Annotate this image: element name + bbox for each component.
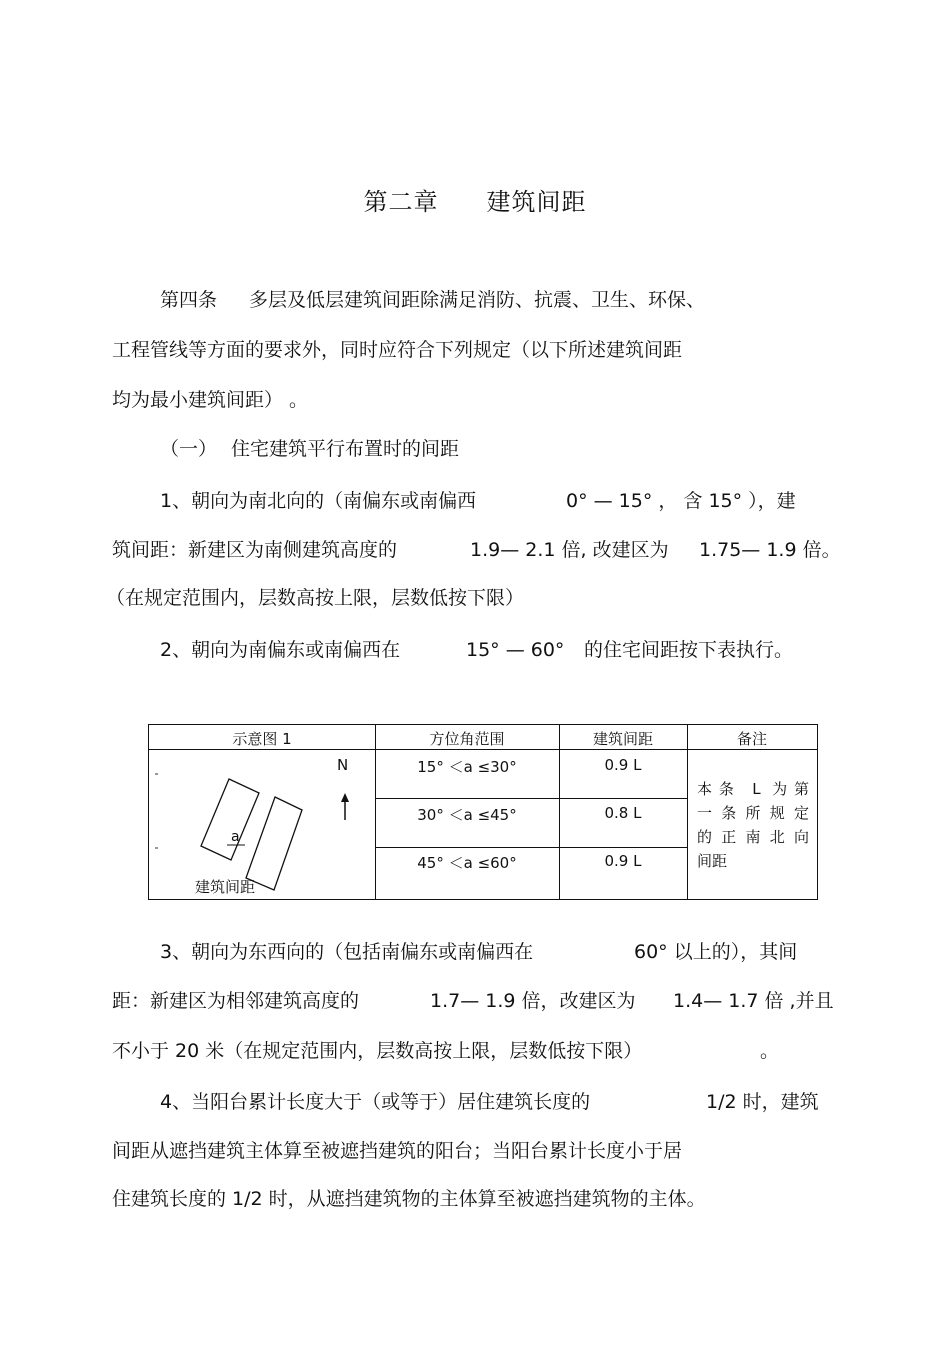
note-line-2: 一条所规定 xyxy=(697,804,809,822)
north-label: N xyxy=(337,756,349,774)
row2-range: 30° ＜a ≤45° xyxy=(417,806,517,824)
header-note: 备注 xyxy=(736,730,767,748)
note-cell xyxy=(697,777,809,873)
item4-line2: 间距从遮挡建筑主体算至被遮挡建筑的阳台；当阳台累计长度小于居 xyxy=(112,1140,683,1162)
item3-line2b: 1.7— 1.9 倍，改建区为 xyxy=(430,990,636,1012)
article4-line1: 第四条 多层及低层建筑间距除满足消防、抗震、卫生、环保、 xyxy=(160,289,706,311)
chapter-title xyxy=(0,182,950,217)
item2-text-a: 2、朝向为南偏东或南偏西在 xyxy=(160,639,401,661)
item1-line2a: 筑间距：新建区为南侧建筑高度的 xyxy=(112,539,398,561)
note-line-1: 本条 L 为第 xyxy=(697,780,809,798)
row1-range: 15° ＜a ≤30° xyxy=(417,758,517,776)
building-1-shape xyxy=(201,779,259,860)
item4-line3: 住建筑长度的 1/2 时，从遮挡建筑物的主体算至被遮挡建筑物的主体。 xyxy=(112,1188,706,1210)
item3-line3b: 。 xyxy=(760,1040,780,1062)
note-line-3: 的正南北向 xyxy=(697,828,809,846)
article4-line2: 工程管线等方面的要求外，同时应符合下列规定（以下所述建筑间距 xyxy=(112,339,683,361)
item3-line2c: 1.4— 1.7 倍 ,并且 xyxy=(673,990,834,1012)
item2-text-c: 的住宅间距按下表执行。 xyxy=(584,639,794,661)
item2-text-b: 15° — 60° xyxy=(466,639,565,661)
header-range: 方位角范围 xyxy=(429,730,505,748)
item1-line2c: 1.75— 1.9 倍。 xyxy=(699,539,841,561)
item3-line1b: 60° 以上的），其间 xyxy=(634,941,798,963)
item4-line1b: 1/2 时，建筑 xyxy=(706,1091,819,1113)
item1-line1a: 1、朝向为南北向的（南偏东或南偏西 xyxy=(160,490,477,512)
angle-label: a xyxy=(231,829,240,845)
item3-line2a: 距：新建区为相邻建筑高度的 xyxy=(112,990,360,1012)
article4-label: 第四条 xyxy=(160,289,218,311)
chapter-number: 第二章 xyxy=(363,188,439,216)
item1-line1b: 0° — 15° ， 含 15° ），建 xyxy=(566,490,796,512)
item1-line2b: 1.9— 2.1 倍, 改建区为 xyxy=(470,539,669,561)
row3-distance: 0.9 L xyxy=(604,852,642,870)
chapter-name: 建筑间距 xyxy=(486,188,587,216)
row3-range: 45° ＜a ≤60° xyxy=(417,854,517,872)
section1-label: （一） xyxy=(160,438,218,460)
item1-line3: （在规定范围内，层数高按上限，层数低按下限） xyxy=(106,587,525,609)
item3-line3a: 不小于 20 米（在规定范围内，层数高按上限，层数低按下限） xyxy=(112,1040,643,1062)
spacing-table xyxy=(148,724,818,900)
header-distance: 建筑间距 xyxy=(592,730,653,748)
article4-line3: 均为最小建筑间距） 。 xyxy=(112,389,309,411)
row2-distance: 0.8 L xyxy=(604,804,642,822)
row1-distance: 0.9 L xyxy=(604,756,642,774)
item3-line1a: 3、朝向为东西向的（包括南偏东或南偏西在 xyxy=(160,941,534,963)
diagram-caption: 建筑间距 xyxy=(195,878,256,896)
section1-heading: （一） 住宅建筑平行布置时的间距 xyxy=(160,438,460,460)
note-line-4: 间距 xyxy=(697,852,728,870)
header-diagram: 示意图 1 xyxy=(232,730,292,748)
item4-line1a: 4、当阳台累计长度大于（或等于）居住建筑长度的 xyxy=(160,1091,591,1113)
